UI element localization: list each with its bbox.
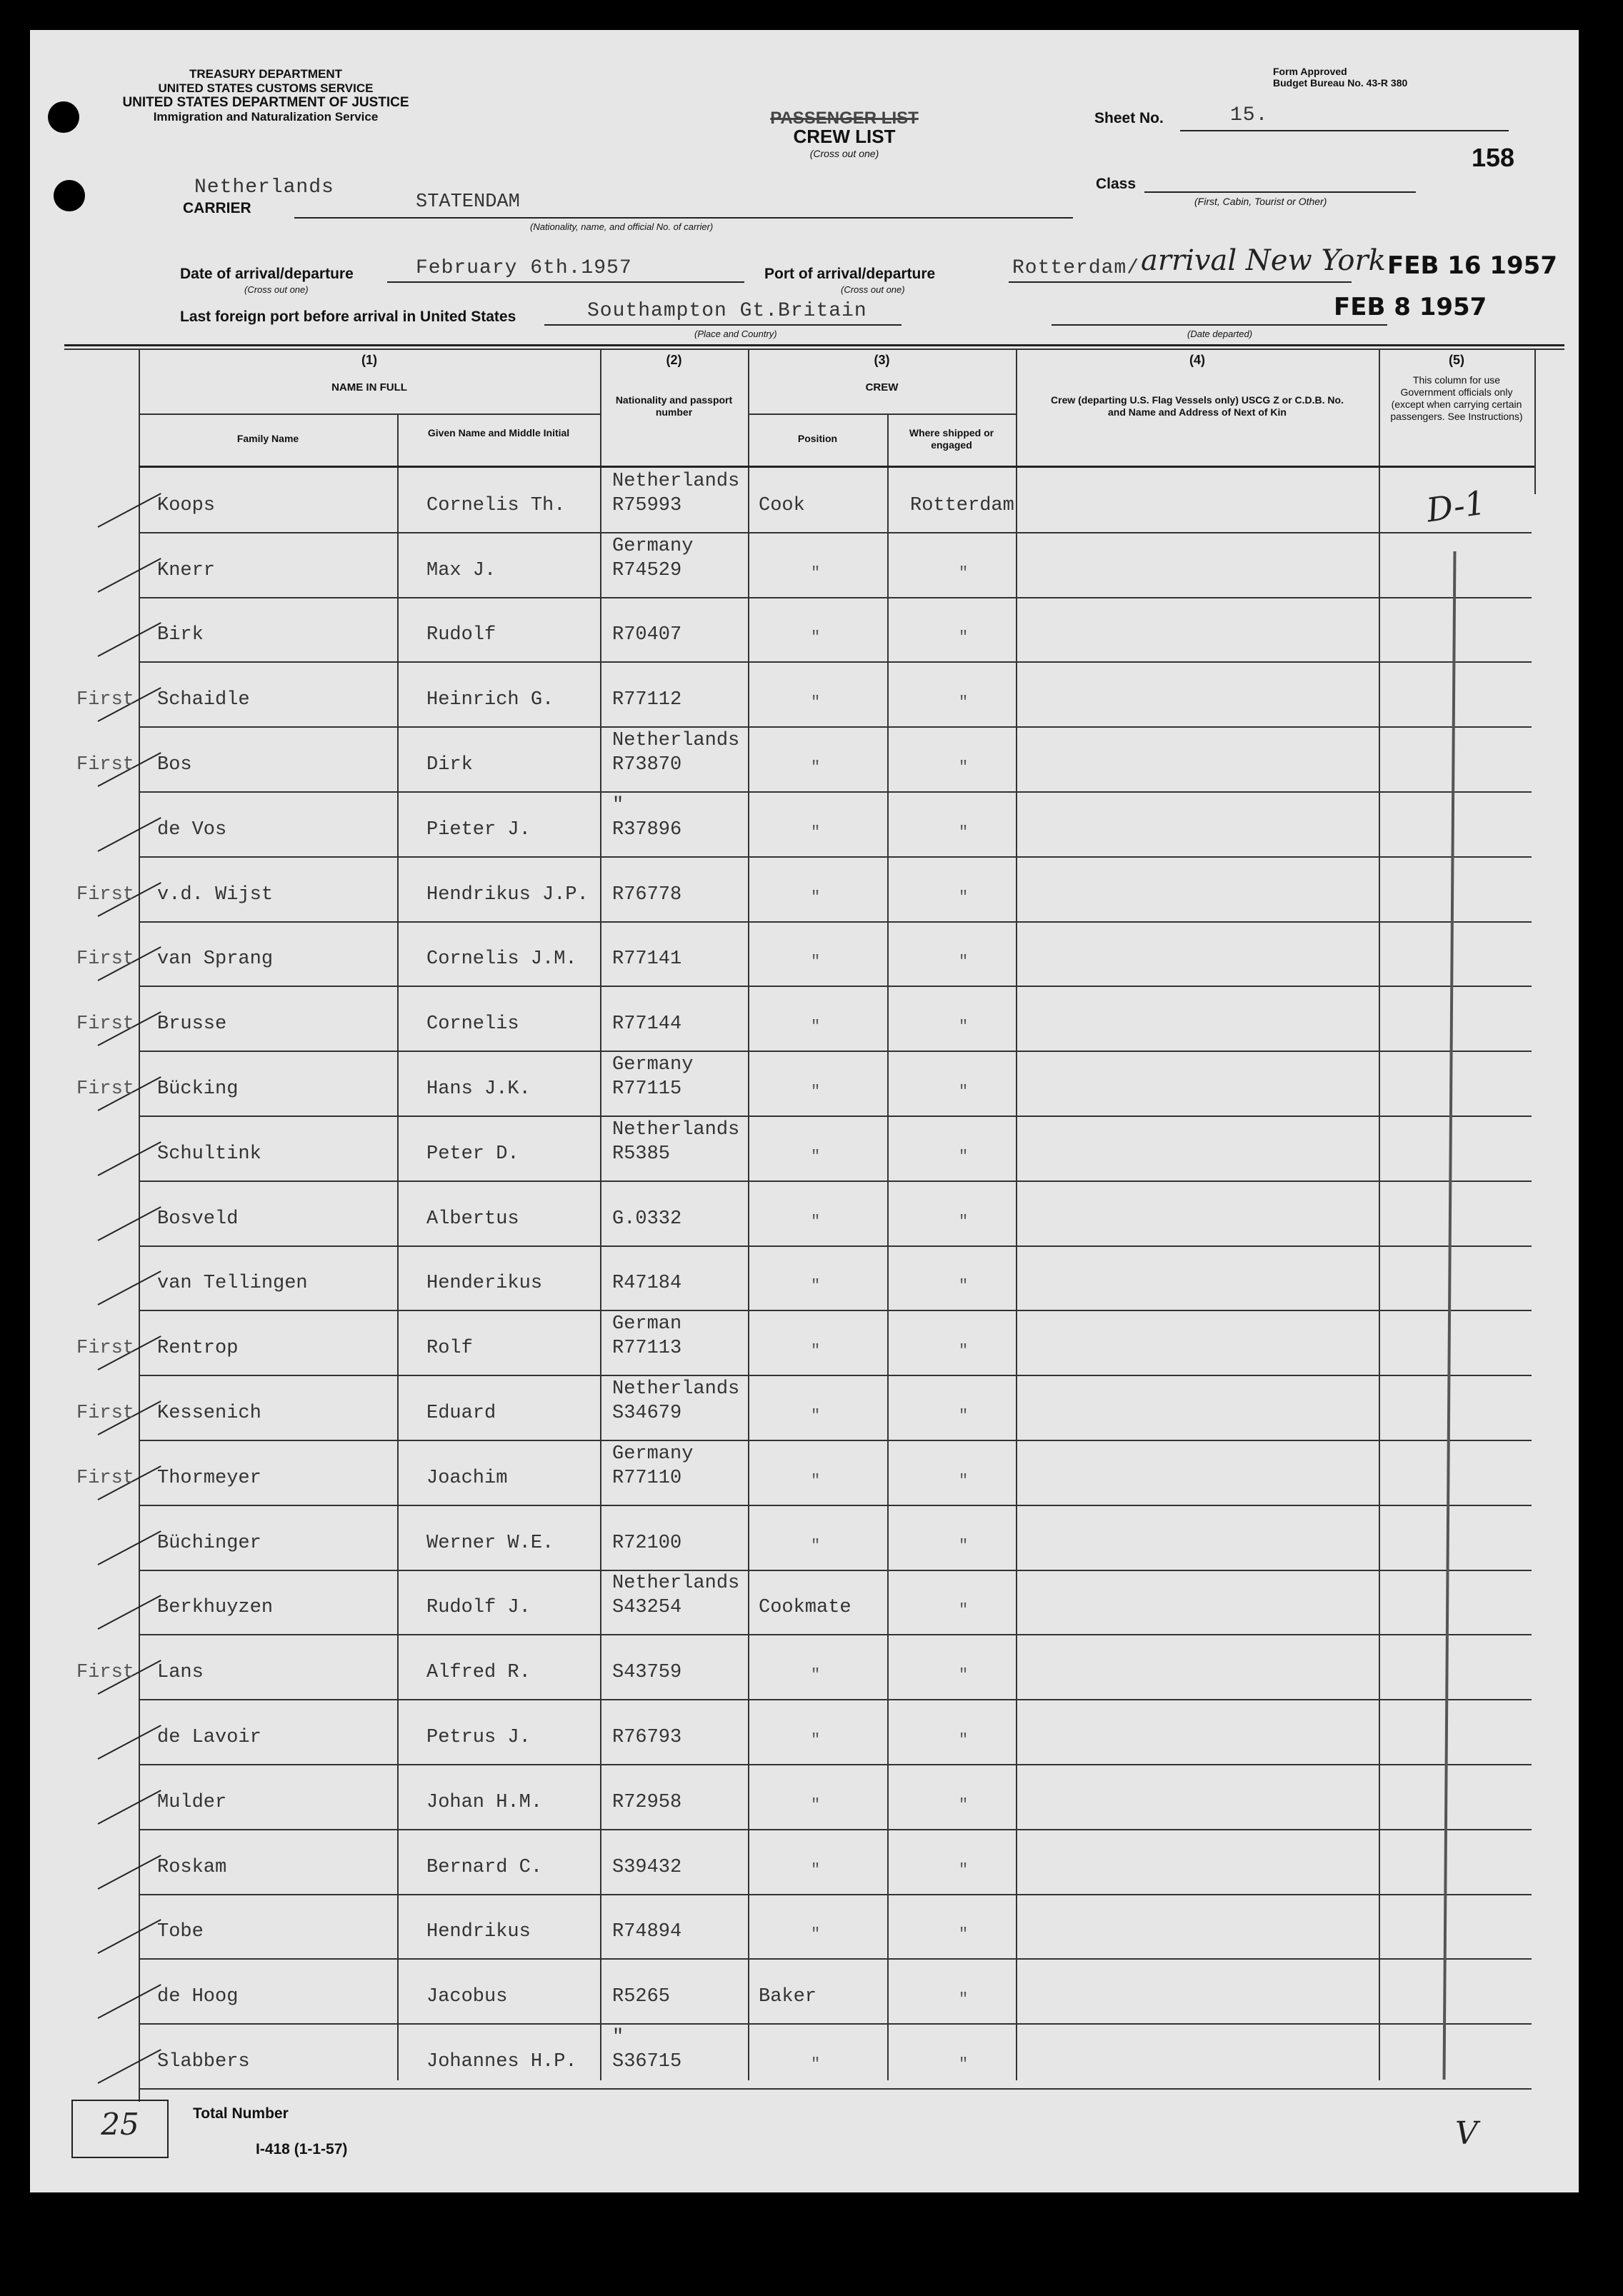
margin-note: First [76, 1662, 135, 1683]
port-label: Port of arrival/departure [764, 266, 936, 282]
passport-number: R74529 [612, 560, 682, 581]
family-name: Bosveld [157, 1208, 239, 1230]
margin-note: First [76, 1013, 135, 1035]
passport-number: R5265 [612, 1986, 671, 2007]
check-tick [98, 558, 161, 593]
col3-title: CREW [865, 381, 899, 393]
margin-note: First [76, 1403, 135, 1424]
family-name: van Tellingen [157, 1273, 308, 1294]
crew-position: " [811, 1407, 821, 1425]
given-name: Jacobus [426, 1986, 508, 2007]
row-divider [139, 1505, 1532, 1506]
given-name: Max J. [426, 560, 496, 581]
agency-block [80, 67, 451, 124]
row-divider [139, 1764, 1532, 1765]
nationality: German [612, 1313, 682, 1335]
given-name: Joachim [426, 1468, 508, 1489]
col1-title: NAME IN FULL [331, 381, 407, 393]
where-shipped: " [959, 1861, 969, 1879]
family-name: Tobe [157, 1921, 204, 1942]
col5-number: (5) [1449, 353, 1464, 367]
crew-position: " [811, 693, 821, 711]
crew-list-title: CREW LIST [793, 126, 896, 147]
family-name: Rentrop [157, 1338, 239, 1359]
crew-position: " [811, 564, 821, 582]
crew-position: Baker [759, 1986, 817, 2007]
where-shipped: " [959, 628, 969, 646]
margin-note: First [76, 1468, 135, 1489]
form-approved-text: Form Approved [1273, 66, 1347, 77]
given-name: Cornelis Th. [426, 495, 566, 516]
row-divider [139, 2088, 1532, 2090]
passport-number: R76778 [612, 884, 682, 906]
given-name: Cornelis [426, 1013, 519, 1035]
check-tick [98, 1919, 161, 1954]
pencil-line [1443, 551, 1457, 2080]
crew-position: " [811, 1277, 821, 1295]
check-tick [98, 1206, 161, 1241]
given-name: Petrus J. [426, 1727, 531, 1748]
crew-position: " [811, 1666, 821, 1684]
passport-number: R77110 [612, 1468, 682, 1489]
family-name: Bücking [157, 1078, 239, 1100]
where-shipped-header: Where shipped or engaged [909, 427, 994, 451]
margin-note: First [76, 884, 135, 906]
where-shipped: " [959, 1342, 969, 1360]
nationality: Germany [612, 1443, 694, 1465]
passport-number: R77141 [612, 948, 682, 970]
crew-position: " [811, 953, 821, 971]
agency-line: UNITED STATES CUSTOMS SERVICE [158, 81, 374, 95]
nationality: Netherlands [612, 730, 740, 751]
given-name: Heinrich G. [426, 689, 554, 711]
passport-number: R72100 [612, 1533, 682, 1554]
crew-position: " [811, 1537, 821, 1555]
given-name: Rudolf [426, 624, 496, 646]
given-name: Hans J.K. [426, 1078, 531, 1100]
col2-number: (2) [666, 353, 682, 367]
class-label: Class [1096, 176, 1137, 192]
given-name: Johan H.M. [426, 1792, 543, 1813]
check-mark: V [1455, 2115, 1478, 2152]
family-name: Lans [157, 1662, 204, 1683]
check-tick [98, 1855, 161, 1890]
where-shipped: " [959, 1666, 969, 1684]
passport-number: S39432 [612, 1857, 682, 1878]
last-port-value: Southampton Gt.Britain [587, 300, 867, 322]
margin-note: First [76, 1078, 135, 1100]
crew-position: " [811, 1148, 821, 1165]
passport-number: S34679 [612, 1403, 682, 1424]
given-name: Albertus [426, 1208, 519, 1230]
where-shipped: " [959, 823, 969, 841]
row-divider [139, 1180, 1532, 1182]
col5-title: This column for use Government officials only (except when carrying certain passengers. See Instructions) [1390, 374, 1523, 422]
crew-position: " [811, 888, 821, 906]
agency-line: Immigration and Naturalization Service [153, 110, 379, 124]
row-divider [139, 986, 1532, 987]
where-shipped: Rotterdam [910, 495, 1014, 516]
family-name: Slabbers [157, 2051, 250, 2072]
sheet-no-label: Sheet No. [1094, 110, 1164, 126]
agency-line: TREASURY DEPARTMENT [189, 67, 343, 81]
row-divider [139, 856, 1532, 858]
row-divider [139, 1894, 1532, 1895]
where-shipped: " [959, 758, 969, 776]
check-tick [98, 817, 161, 852]
family-name: Mulder [157, 1792, 227, 1813]
row-divider [139, 1958, 1532, 1960]
crew-position: " [811, 823, 821, 841]
nationality: " [612, 2027, 624, 2048]
where-shipped: " [959, 888, 969, 906]
handwritten-annotation: D-1 [1424, 483, 1488, 530]
family-name: Roskam [157, 1857, 227, 1878]
family-name: de Lavoir [157, 1727, 261, 1748]
port-value: Rotterdam/ [1012, 257, 1140, 279]
given-name: Johannes H.P. [426, 2051, 577, 2072]
nationality: " [612, 795, 624, 816]
carrier-label: CARRIER [183, 200, 251, 216]
row-divider [139, 1375, 1532, 1376]
cross-out-hint: (Cross out one) [244, 284, 309, 295]
passport-number: R76793 [612, 1727, 682, 1748]
punch-hole [48, 101, 79, 133]
family-name: Berkhuyzen [157, 1597, 274, 1618]
where-shipped: " [959, 1407, 969, 1425]
row-divider [139, 921, 1532, 923]
where-shipped: " [959, 2055, 969, 2073]
passport-number: R77115 [612, 1078, 682, 1100]
port-handwritten: arrival New York [1141, 244, 1386, 277]
date-departed-hint: (Date departed) [1187, 329, 1253, 339]
col3-number: (3) [874, 353, 890, 367]
nationality: Netherlands [612, 1119, 740, 1141]
crew-position: " [811, 2055, 821, 2073]
crew-position: " [811, 1018, 821, 1036]
date-stamp-arrival: FEB 16 1957 [1387, 251, 1557, 280]
given-name: Rudolf J. [426, 1597, 531, 1618]
passport-number: S43254 [612, 1597, 682, 1618]
row-divider [139, 1245, 1532, 1247]
passport-number: R73870 [612, 754, 682, 776]
place-hint: (Place and Country) [694, 329, 777, 339]
where-shipped: " [959, 1601, 969, 1619]
given-name: Pieter J. [426, 819, 531, 841]
given-name: Hendrikus J.P. [426, 884, 589, 906]
passport-number: R77112 [612, 689, 682, 711]
given-name: Hendrikus [426, 1921, 531, 1942]
punch-hole [54, 180, 85, 211]
check-tick [98, 1270, 161, 1305]
where-shipped: " [959, 1537, 969, 1555]
passport-number: R77144 [612, 1013, 682, 1035]
total-label: Total Number [193, 2105, 289, 2122]
given-name: Werner W.E. [426, 1533, 554, 1554]
carrier-nationality: Netherlands [194, 176, 334, 199]
check-tick [98, 2049, 161, 2084]
given-name: Henderikus [426, 1273, 543, 1294]
margin-note: First [76, 754, 135, 776]
passport-number: R77113 [612, 1338, 682, 1359]
row-divider [139, 532, 1532, 533]
passport-number: R70407 [612, 624, 682, 646]
form-approval [1273, 66, 1407, 89]
budget-bureau-text: Budget Bureau No. 43-R 380 [1273, 77, 1408, 89]
crew-position: Cookmate [759, 1597, 852, 1618]
margin-note: First [76, 948, 135, 970]
check-tick [98, 1725, 161, 1760]
cross-out-hint: (Cross out one) [809, 148, 879, 159]
passport-number: R72958 [612, 1792, 682, 1813]
where-shipped: " [959, 1472, 969, 1490]
carrier-value: STATENDAM [416, 191, 520, 213]
crew-position: " [811, 1472, 821, 1490]
last-port-label: Last foreign port before arrival in United States [180, 309, 516, 325]
where-shipped: " [959, 953, 969, 971]
passport-number: R47184 [612, 1273, 682, 1294]
family-name-header: Family Name [236, 433, 299, 444]
given-name-header: Given Name and Middle Initial [427, 427, 570, 438]
given-name: Cornelis J.M. [426, 948, 577, 970]
row-divider [139, 1829, 1532, 1830]
check-tick [98, 1595, 161, 1630]
page-number: 158 [1472, 143, 1515, 172]
given-name: Alfred R. [426, 1662, 531, 1683]
col2-title: Nationality and passport number [615, 394, 733, 418]
check-tick [98, 1984, 161, 2019]
col1-number: (1) [361, 353, 377, 367]
family-name: van Sprang [157, 948, 274, 970]
crew-position: " [811, 1083, 821, 1101]
check-tick [98, 1790, 161, 1825]
family-name: Schultink [157, 1143, 261, 1165]
class-hint: (First, Cabin, Tourist or Other) [1194, 196, 1327, 207]
total-count: 25 [101, 2107, 139, 2142]
crew-position: " [811, 1925, 821, 1943]
col4-number: (4) [1189, 353, 1205, 367]
check-tick [98, 1530, 161, 1565]
family-name: Birk [157, 624, 204, 646]
list-title [701, 109, 987, 159]
passport-number: G.0332 [612, 1208, 682, 1230]
family-name: de Vos [157, 819, 227, 841]
position-header: Position [797, 433, 838, 444]
given-name: Peter D. [426, 1143, 519, 1165]
date-value: February 6th.1957 [416, 257, 632, 279]
crew-position: " [811, 628, 821, 646]
nationality: Netherlands [612, 471, 740, 492]
crew-position: " [811, 1796, 821, 1814]
margin-note: First [76, 1338, 135, 1359]
crew-position: " [811, 1861, 821, 1879]
nationality: Germany [612, 536, 694, 557]
sheet-no-value: 15. [1230, 104, 1269, 126]
row-divider [139, 1440, 1532, 1441]
family-name: Kessenich [157, 1403, 261, 1424]
passenger-list-struck: PASSENGER LIST [770, 109, 919, 128]
given-name: Bernard C. [426, 1857, 543, 1878]
margin-note: First [76, 689, 135, 711]
nationality: Netherlands [612, 1378, 740, 1400]
family-name: v.d. Wijst [157, 884, 274, 906]
date-stamp-departed: FEB 8 1957 [1334, 293, 1487, 321]
passport-number: S43759 [612, 1662, 682, 1683]
row-divider [139, 1699, 1532, 1700]
passport-number: S36715 [612, 2051, 682, 2072]
row-divider [139, 1051, 1532, 1052]
given-name: Dirk [426, 754, 473, 776]
where-shipped: " [959, 1990, 969, 2008]
where-shipped: " [959, 693, 969, 711]
family-name: Bos [157, 754, 192, 776]
check-tick [98, 622, 161, 657]
crew-position: " [811, 1731, 821, 1749]
family-name: Koops [157, 495, 216, 516]
row-divider [139, 597, 1532, 598]
row-divider [139, 1116, 1532, 1117]
family-name: Schaidle [157, 689, 250, 711]
given-name: Rolf [426, 1338, 473, 1359]
family-name: Knerr [157, 560, 216, 581]
family-name: Thormeyer [157, 1468, 261, 1489]
carrier-hint: (Nationality, name, and official No. of carrier) [530, 221, 714, 232]
row-divider [139, 2023, 1532, 2025]
row-divider [139, 1310, 1532, 1311]
family-name: Brusse [157, 1013, 227, 1035]
where-shipped: " [959, 1083, 969, 1101]
nationality: Germany [612, 1054, 694, 1076]
where-shipped: " [959, 1213, 969, 1230]
row-divider [139, 1570, 1532, 1571]
where-shipped: " [959, 1796, 969, 1814]
where-shipped: " [959, 1731, 969, 1749]
passport-number: R74894 [612, 1921, 682, 1942]
agency-line: UNITED STATES DEPARTMENT OF JUSTICE [122, 95, 409, 110]
check-tick [98, 1141, 161, 1176]
where-shipped: " [959, 1018, 969, 1036]
passport-number: R37896 [612, 819, 682, 841]
family-name: Büchinger [157, 1533, 261, 1554]
total-box [71, 2100, 169, 2158]
given-name: Eduard [426, 1403, 496, 1424]
family-name: de Hoog [157, 1986, 239, 2007]
form-sheet [30, 30, 1579, 2192]
row-divider [139, 726, 1532, 728]
row-divider [139, 791, 1532, 793]
where-shipped: " [959, 564, 969, 582]
date-label-text: Date of arrival/departure [180, 266, 354, 282]
col4-title: Crew (departing U.S. Flag Vessels only) USCG Z or C.D.B. No. and Name and Address of Next of Kin [1051, 394, 1344, 418]
row-divider [139, 661, 1532, 663]
where-shipped: " [959, 1925, 969, 1943]
passport-number: R75993 [612, 495, 682, 516]
check-tick [98, 493, 161, 528]
nationality: Netherlands [612, 1573, 740, 1594]
where-shipped: " [959, 1277, 969, 1295]
where-shipped: " [959, 1148, 969, 1165]
crew-position: " [811, 1213, 821, 1230]
form-code: I-418 (1-1-57) [256, 2141, 348, 2157]
date-label [180, 266, 354, 283]
crew-position: Cook [759, 495, 805, 516]
crew-position: " [811, 758, 821, 776]
crew-position: " [811, 1342, 821, 1360]
row-divider [139, 1634, 1532, 1635]
passport-number: R5385 [612, 1143, 671, 1165]
cross-out-hint: (Cross out one) [841, 284, 905, 295]
